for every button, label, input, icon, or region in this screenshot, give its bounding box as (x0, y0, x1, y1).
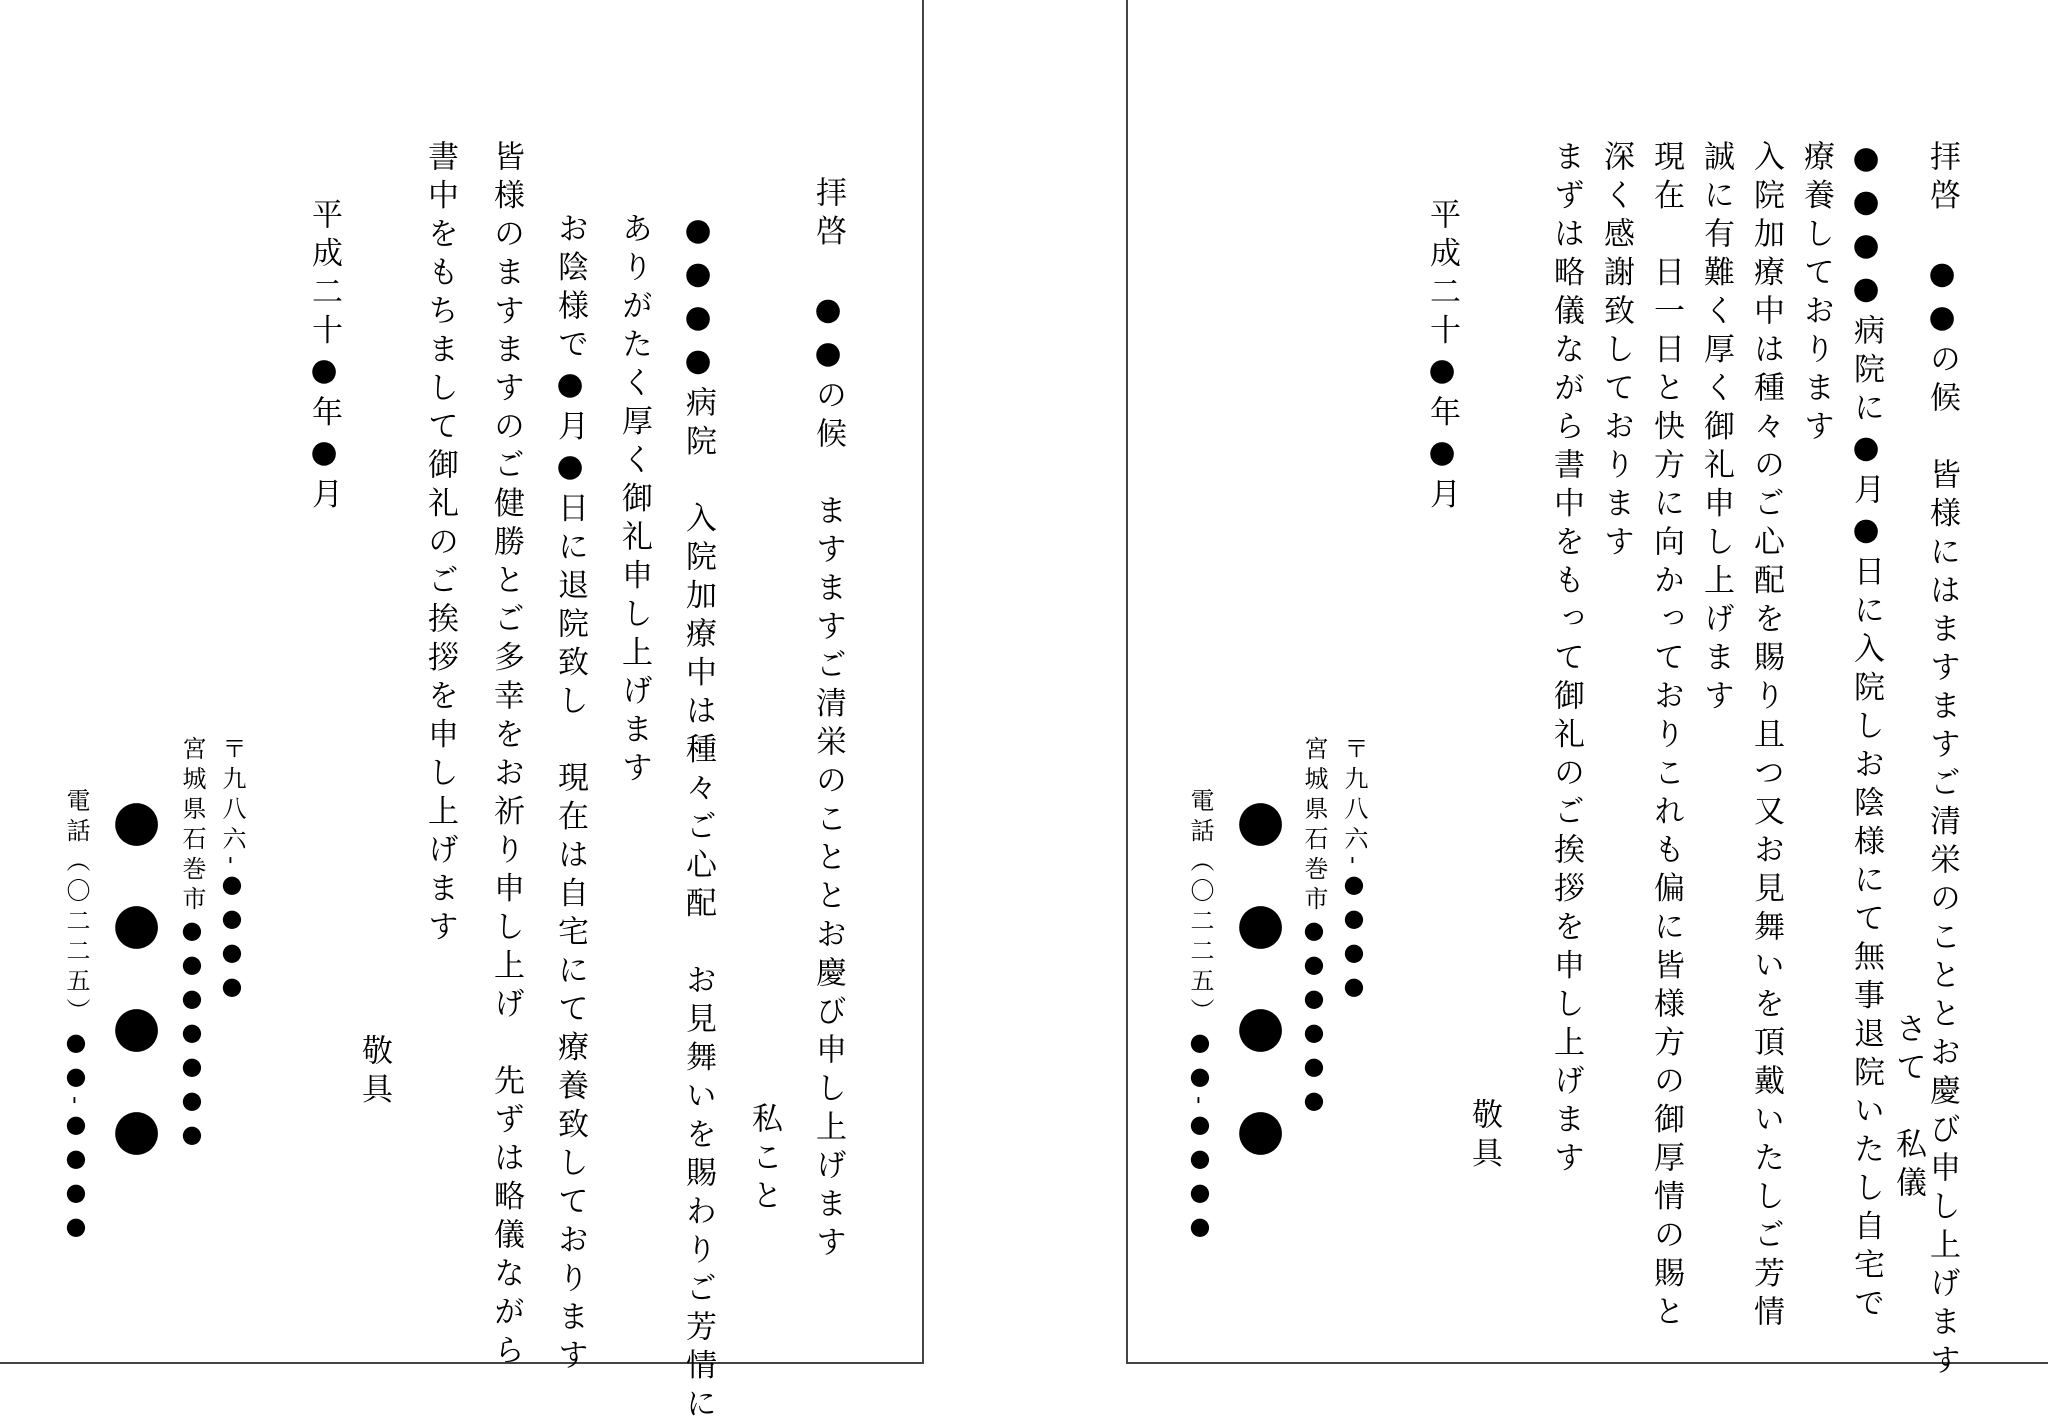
body-line-2: 療養しております (1798, 140, 1834, 448)
greeting-line: 拝啓 ●●の候 皆様にはますますご清栄のこととお慶び申し上げます (1924, 140, 1960, 1382)
body-line-4: 誠に有難く厚く御礼申し上げます (1698, 140, 1734, 718)
body-line-4: 皆様のますますのご健勝とご多幸をお祈り申し上げ 先ずは略儀ながら (488, 140, 524, 1372)
body-line-7: まずは略儀ながら書中をもって御礼のご挨拶を申し上げます (1548, 140, 1584, 1180)
sender-address: 宮城県石巻市●●●●●●● (178, 736, 206, 1154)
closing-keigu: 敬具 (356, 1034, 392, 1111)
closing-keigu: 敬具 (1466, 1098, 1502, 1175)
greeting-line: 拝啓 ●●の候 ますますご清栄のこととお慶び申し上げます (810, 176, 846, 1264)
sender-phone: 電話（〇二二五）●●-●●●● (62, 788, 90, 1247)
sender-name: ●●●● (1228, 788, 1293, 1200)
sender-intro: 私こと (746, 1102, 782, 1218)
letter-date: 平成二十●年●月 (306, 198, 342, 516)
body-line-5: 書中をもちまして御礼のご挨拶を申し上げます (422, 140, 458, 949)
body-line-6: 深く感謝致しております (1598, 140, 1634, 564)
body-line-3: 入院加療中は種々のご心配を賜り且つ又お見舞いを頂戴いたしご芳情 (1748, 140, 1784, 1334)
body-line-2: ありがたく厚く御礼申し上げます (616, 212, 652, 790)
right-letter-page (1126, 0, 2048, 1382)
body-line-1: ●●●●病院 入院加療中は種々ご心配 お見舞いを賜わりご芳情に (680, 212, 716, 1426)
postal-code: 〒九八六-●●●● (218, 736, 246, 1007)
sender-phone: 電話（〇二二五）●●-●●●● (1186, 788, 1214, 1247)
sender-name: ●●●● (104, 788, 169, 1200)
letter-date: 平成二十●年●月 (1424, 198, 1460, 516)
sender-intro: さて 私儀 (1890, 1012, 1926, 1205)
sender-address: 宮城県石巻市●●●●●● (1300, 736, 1328, 1120)
body-line-1: ●●●●病院に●月●日に入院しお陰様にて無事退院いたし自宅で (1848, 140, 1884, 1325)
body-line-5: 現在 日一日と快方に向かっておりこれも偏に皆様方の御厚情の賜と (1648, 140, 1684, 1334)
body-line-3: お陰様で●月●日に退院致し 現在は自宅にて療養致しております (552, 212, 588, 1377)
left-letter-page (0, 0, 924, 1426)
postal-code: 〒九八六-●●●● (1340, 736, 1368, 1007)
